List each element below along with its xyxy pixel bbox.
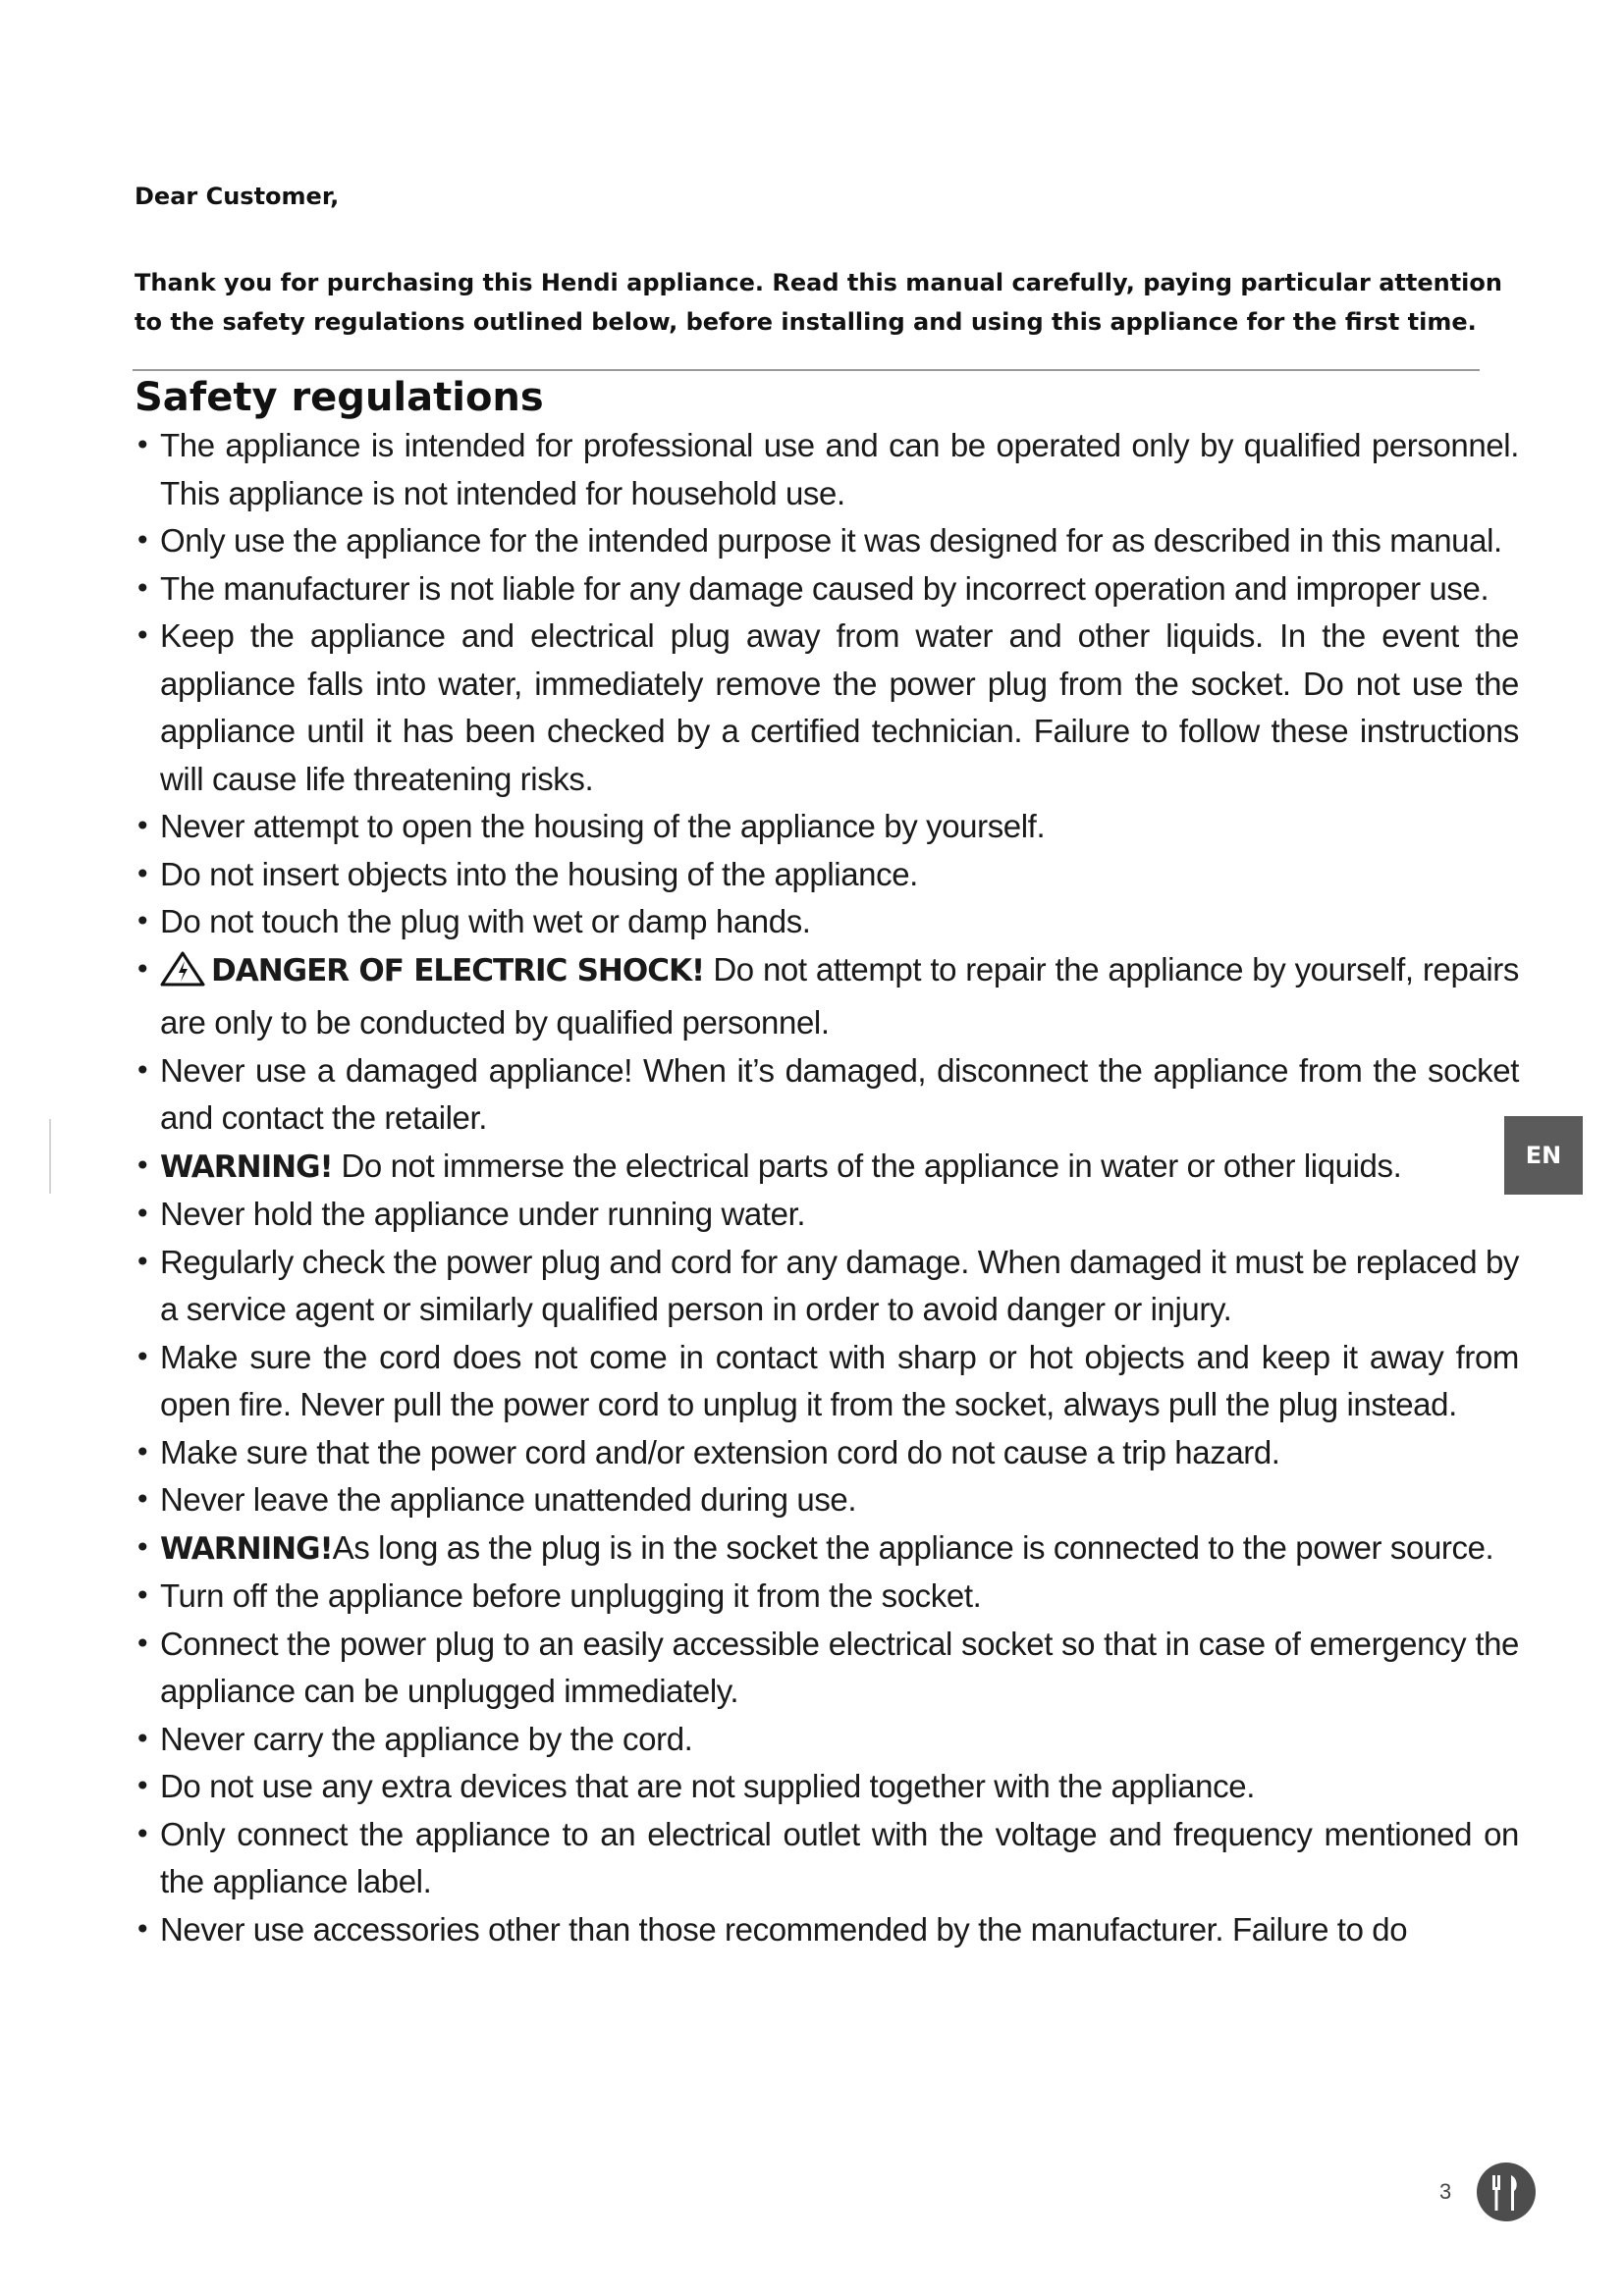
safety-rule-item: [135, 1621, 1519, 1716]
safety-rule-item: [135, 946, 1519, 1047]
safety-rule-item: [135, 517, 1519, 565]
rule-text: Never attempt to open the housing of the appliance by yourself.: [160, 808, 1046, 844]
rule-text: Connect the power plug to an easily accessible electrical socket so that in case of emergency the appliance can be unplugged immediately.: [160, 1625, 1519, 1709]
section-title: Safety regulations: [135, 375, 544, 420]
rule-text: The appliance is intended for professional use and can be operated only by qualified personnel. This appliance is not intended for household use.: [160, 427, 1519, 511]
safety-rule-item: [135, 1143, 1519, 1192]
safety-rule-item: [135, 422, 1519, 517]
rule-text: Never use a damaged appliance! When it’s damaged, disconnect the appliance from the socket and contact the retailer.: [160, 1051, 1519, 1136]
side-mark: [49, 1119, 51, 1194]
rule-text: The manufacturer is not liable for any damage caused by incorrect operation and improper use.: [160, 569, 1489, 607]
bullet-icon: •: [135, 1579, 151, 1612]
bullet-icon: •: [135, 1053, 151, 1087]
cutlery-logo-icon: [1476, 2162, 1537, 2222]
warning-triangle-icon: [160, 951, 205, 1000]
safety-rule-item: [135, 1476, 1519, 1524]
safety-rule-item: [135, 1239, 1519, 1334]
rule-lead: WARNING!: [160, 1148, 333, 1185]
rule-text: Make sure the cord does not come in contact with sharp or hot objects and keep it away from open fire. Never pull the power cord to unplug it from the socket, always pull the plug instead.: [160, 1338, 1519, 1422]
rule-text: Do not touch the plug with wet or damp hands.: [160, 903, 811, 939]
safety-rule-item: [135, 613, 1519, 803]
rule-text: Never use accessories other than those recommended by the manufacturer. Failure to do: [160, 1910, 1408, 1948]
rule-text: Regularly check the power plug and cord for any damage. When damaged it must be replaced by a service agent or similarly qualified person in order to avoid danger or injury.: [160, 1243, 1519, 1327]
bullet-icon: •: [135, 1722, 151, 1755]
bullet-icon: •: [135, 619, 151, 652]
safety-rules-list: [135, 422, 1519, 1953]
bullet-icon: •: [135, 1340, 151, 1373]
safety-rule-item: [135, 1047, 1519, 1143]
bullet-icon: •: [135, 1627, 151, 1660]
bullet-icon: •: [135, 810, 151, 842]
rule-text: Keep the appliance and electrical plug away from water and other liquids. In the event the appliance falls into water, immediately remove the power plug from the socket. Do not use the appliance until it has been checked by a certified technician. Failure to follow these instructions will cause life threatening risks.: [160, 617, 1519, 797]
rule-text: Make sure that the power cord and/or extension cord do not cause a trip hazard.: [160, 1433, 1280, 1470]
bullet-icon: •: [135, 1435, 151, 1468]
bullet-icon: •: [135, 1483, 151, 1516]
safety-rule-item: [135, 1573, 1519, 1621]
greeting: Dear Customer,: [135, 183, 340, 210]
safety-rule-item: [135, 851, 1519, 899]
rule-text: Only connect the appliance to an electrical outlet with the voltage and frequency mentioned on the appliance label.: [160, 1815, 1519, 1899]
bullet-icon: •: [135, 1530, 151, 1564]
language-tab: EN: [1504, 1116, 1583, 1195]
safety-rule-item: [135, 1906, 1519, 1954]
bullet-icon: •: [135, 1198, 151, 1230]
bullet-icon: •: [135, 952, 151, 986]
bullet-icon: •: [135, 1245, 151, 1278]
safety-rule-item: [135, 1716, 1519, 1764]
rule-text: Do not immerse the electrical parts of the appliance in water or other liquids.: [332, 1147, 1402, 1184]
safety-rule-item: [135, 1524, 1519, 1574]
rule-text: Never leave the appliance unattended during use.: [160, 1481, 857, 1518]
bullet-icon: •: [135, 429, 151, 461]
bullet-icon: •: [135, 857, 151, 890]
bullet-icon: •: [135, 1770, 151, 1802]
safety-rule-item: [135, 1811, 1519, 1906]
rule-lead: DANGER OF ELECTRIC SHOCK!: [211, 952, 705, 988]
page-number: 3: [1439, 2179, 1452, 2204]
rule-lead: WARNING!: [160, 1530, 333, 1567]
rule-text: Only use the appliance for the intended purpose it was designed for as described in this manual.: [160, 522, 1502, 559]
intro-paragraph: Thank you for purchasing this Hendi appliance. Read this manual carefully, paying particular attention to the safety regulations outlined below, before installing and using this appliance for the first time.: [135, 269, 1502, 336]
bullet-icon: •: [135, 571, 151, 605]
safety-rule-item: [135, 565, 1519, 614]
rule-text: As long as the plug is in the socket the appliance is connected to the power source.: [332, 1528, 1494, 1566]
rule-text: Do not insert objects into the housing of the appliance.: [160, 855, 918, 892]
rule-text: Never hold the appliance under running water.: [160, 1196, 806, 1232]
safety-rule-item: [135, 1763, 1519, 1811]
rule-text: Turn off the appliance before unplugging it from the socket.: [160, 1577, 982, 1614]
safety-rule-item: [135, 803, 1519, 851]
bullet-icon: •: [135, 1148, 151, 1182]
safety-rule-item: [135, 898, 1519, 946]
rule-text: Do not use any extra devices that are not supplied together with the appliance.: [160, 1768, 1255, 1804]
safety-rule-item: [135, 1429, 1519, 1477]
bullet-icon: •: [135, 905, 151, 937]
rule-text: Do not attempt to repair the appliance by yourself, repairs are only to be conducted by qualified personnel.: [160, 950, 1519, 1041]
safety-rule-item: [135, 1334, 1519, 1429]
bullet-icon: •: [135, 1817, 151, 1850]
rule-text: Never carry the appliance by the cord.: [160, 1720, 693, 1757]
safety-rule-item: [135, 1191, 1519, 1239]
bullet-icon: •: [135, 524, 151, 557]
bullet-icon: •: [135, 1912, 151, 1946]
